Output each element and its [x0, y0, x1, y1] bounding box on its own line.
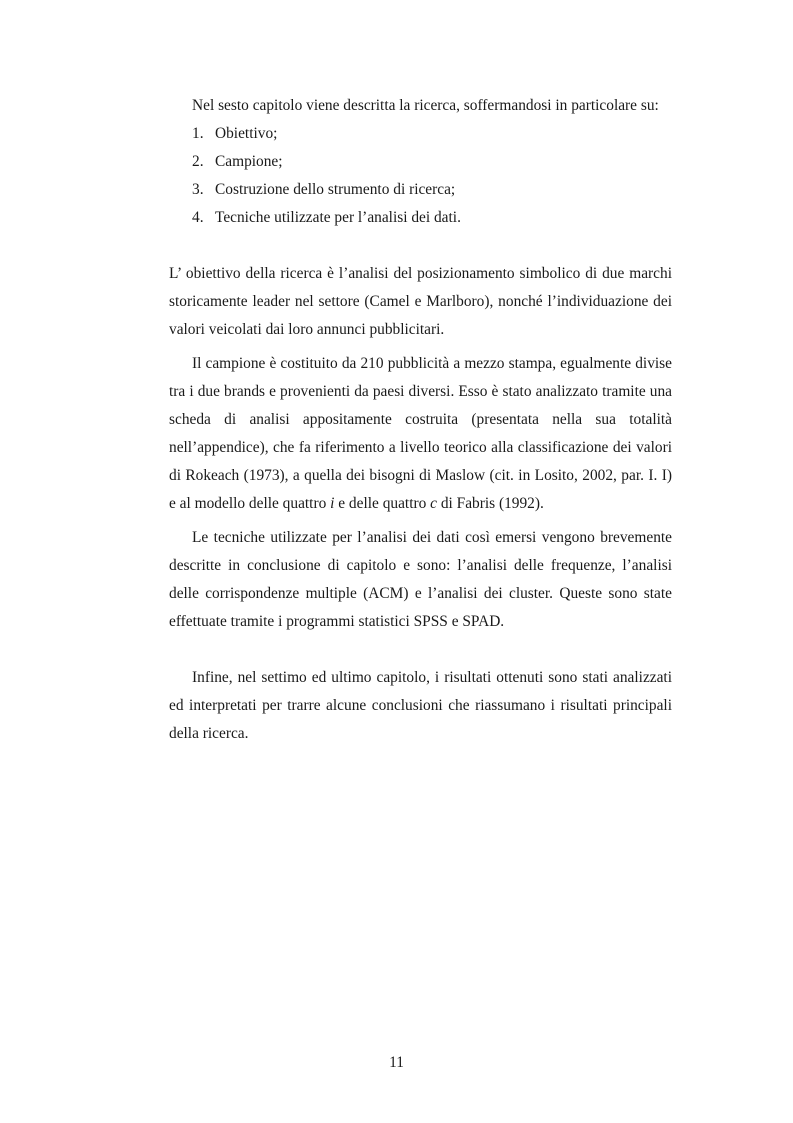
list-item-text: Campione;: [215, 153, 283, 170]
sample-italic-i: i: [330, 495, 335, 512]
intro-paragraph: Nel sesto capitolo viene descritta la ricerca, soffermandosi in particolare su:: [192, 97, 659, 114]
list-item-text: Obiettivo;: [215, 125, 278, 142]
sample-text-2: e delle quattro: [334, 495, 431, 512]
research-topics-list: [169, 120, 672, 232]
list-item: [169, 120, 672, 148]
techniques-paragraph: Le tecniche utilizzate per l’analisi dei dati così emersi vengono brevemente descritte in conclusione di capitolo e sono: l’analisi delle frequenze, l’analisi delle corrispondenze multiple (ACM) e l’analisi dei cluster. Queste sono state effettuate tramite i programmi statistici SPSS e SPAD.: [169, 529, 672, 630]
sample-italic-c: c: [430, 495, 437, 512]
body-text: [169, 92, 672, 748]
page-number: 11: [389, 1054, 404, 1071]
list-item: [169, 204, 672, 232]
objective-paragraph: L’ obiettivo della ricerca è l’analisi del posizionamento simbolico di due marchi storicamente leader nel settore (Camel e Marlboro), nonché l’individuazione dei valori veicolati dai loro annunci pubblicitari.: [169, 265, 672, 338]
conclusion-paragraph: Infine, nel settimo ed ultimo capitolo, i risultati ottenuti sono stati analizzati ed interpretati per trarre alcune conclusioni che riassumano i risultati principali della ricerca.: [169, 669, 672, 742]
sample-paragraph: [169, 350, 672, 518]
list-item: [169, 148, 672, 176]
list-item-number: 1.: [192, 125, 204, 142]
sample-text-3: di Fabris (1992).: [436, 495, 544, 512]
list-item-number: 2.: [192, 153, 204, 170]
list-item-text: Costruzione dello strumento di ricerca;: [215, 181, 456, 198]
list-item: [169, 176, 672, 204]
list-item-number: 3.: [192, 181, 204, 198]
list-item-text: Tecniche utilizzate per l’analisi dei dati.: [215, 209, 461, 226]
sample-text-1: Il campione è costituito da 210 pubblicità a mezzo stampa, egualmente divise tra i due brands e provenienti da paesi diversi. Esso è stato analizzato tramite una scheda di analisi appositamente costruita (presentata nella sua totalità nell’appendice), che fa riferimento a livello teorico alla classificazione dei valori di Rokeach (1973), a quella dei bisogni di Maslow (cit. in Losito, 2002, par. I. I) e al modello delle quattro: [169, 355, 672, 512]
list-item-number: 4.: [192, 209, 204, 226]
